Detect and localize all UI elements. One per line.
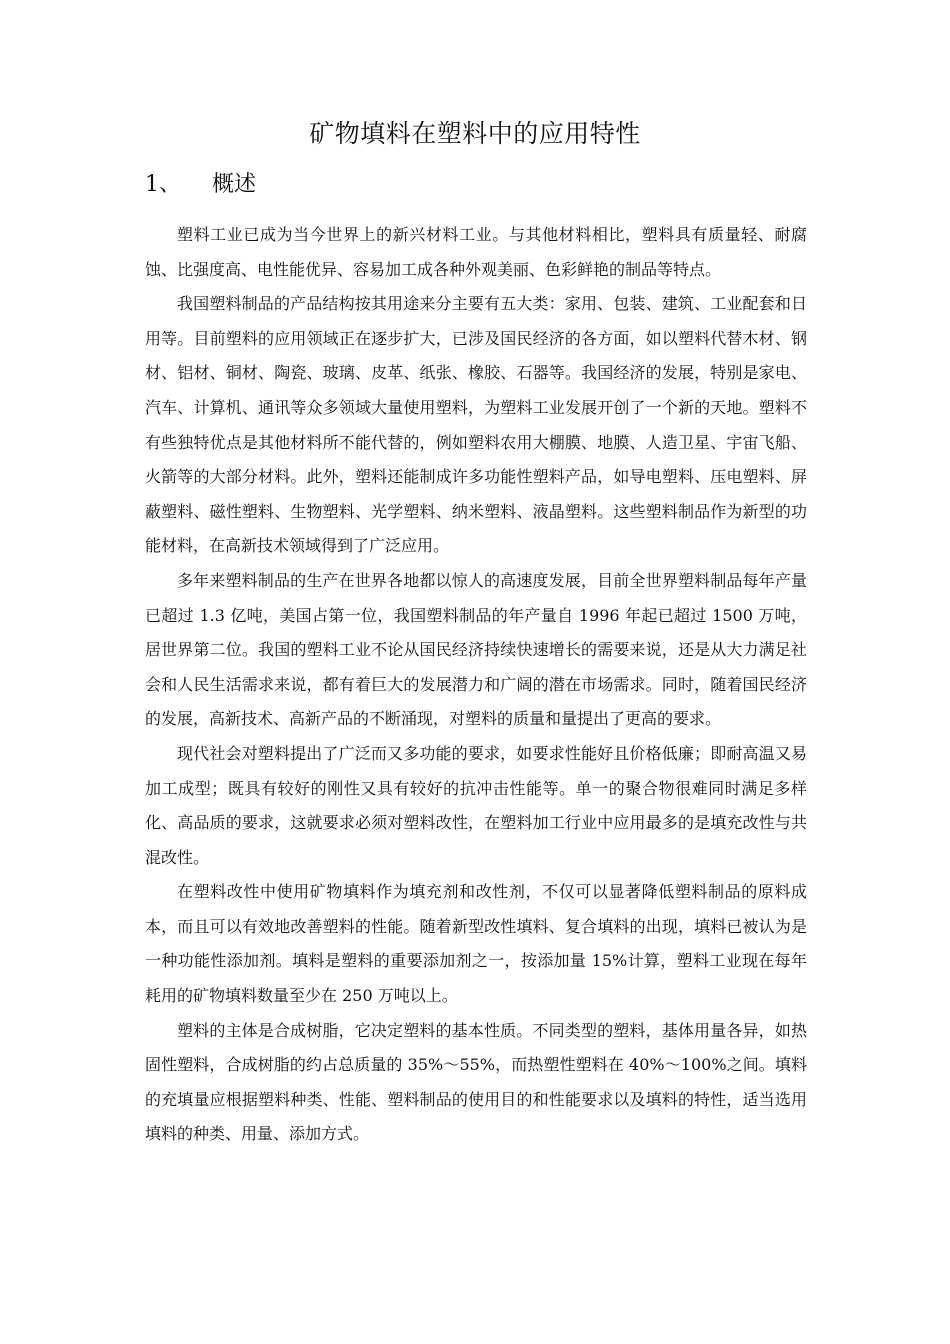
paragraph-intro: 塑料工业已成为当今世界上的新兴材料工业。与其他材料相比，塑料具有质量轻、耐腐蚀、比强度高、电性能优异、容易加工成各种外观美丽、色彩鲜艳的制品等特点。	[145, 225, 807, 279]
section-number: 1、	[145, 172, 181, 197]
document-title: 矿物填料在塑料中的应用特性	[309, 119, 641, 148]
paragraph-mineral-fillers: 在塑料改性中使用矿物填料作为填充剂和改性剂，不仅可以显著降低塑料制品的原料成本，而且可以有效地改善塑料的性能。随着新型改性填料、复合填料的出现，填料已被认为是一种功能性添加剂。填料是塑料的重要添加剂之一，按添加量 15%计算，塑料工业现在每年耗用的矿物填料数量至少在 250 万吨以上。	[145, 882, 807, 1006]
paragraph-resin-content: 塑料的主体是合成树脂，它决定塑料的基本性质。不同类型的塑料，基体用量各异，如热固性塑料，合成树脂的约占总质量的 35%～55%，而热塑性塑料在 40%～100%之间。填料的充填量应根据塑料种类、性能、塑料制品的使用目的和性能要求以及填料的特性，适当选用填料的种类、用量、添加方式。	[145, 1020, 807, 1144]
paragraph-product-structure: 我国塑料制品的产品结构按其用途来分主要有五大类：家用、包装、建筑、工业配套和日用等。目前塑料的应用领域正在逐步扩大，已涉及国民经济的各方面，如以塑料代替木材、钢材、铝材、铜材、陶瓷、玻璃、皮革、纸张、橡胶、石器等。我国经济的发展，特别是家电、汽车、计算机、通讯等众多领域大量使用塑料，为塑料工业发展开创了一个新的天地。塑料不有些独特优点是其他材料所不能代替的，例如塑料农用大棚膜、地膜、人造卫星、宇宙飞船、火箭等的大部分材料。此外，塑料还能制成许多功能性塑料产品，如导电塑料、压电塑料、屏蔽塑料、磁性塑料、生物塑料、光学塑料、纳米塑料、液晶塑料。这些塑料制品作为新型的功能材料，在高新技术领域得到了广泛应用。	[145, 294, 807, 556]
section-title: 概述	[212, 172, 257, 197]
paragraph-modification-demand: 现代社会对塑料提出了广泛而又多功能的要求，如要求性能好且价格低廉；即耐高温又易加工成型；既具有较好的刚性又具有较好的抗冲击性能等。单一的聚合物很难同时满足多样化、高品质的要求，这就要求必须对塑料改性，在塑料加工行业中应用最多的是填充改性与共混改性。	[145, 743, 807, 867]
document-body	[145, 218, 807, 1152]
paragraph-production-growth: 多年来塑料制品的生产在世界各地都以惊人的高速度发展，目前全世界塑料制品每年产量已超过 1.3 亿吨，美国占第一位，我国塑料制品的年产量自 1996 年起已超过 1500 万吨，居世界第二位。我国的塑料工业不论从国民经济持续快速增长的需要来说，还是从大力满足社会和人民生活需求来说，都有着巨大的发展潜力和广阔的潜在市场需求。同时，随着国民经济的发展，高新技术、高新产品的不断涌现，对塑料的质量和量提出了更高的要求。	[145, 570, 807, 729]
section-heading	[145, 170, 256, 200]
